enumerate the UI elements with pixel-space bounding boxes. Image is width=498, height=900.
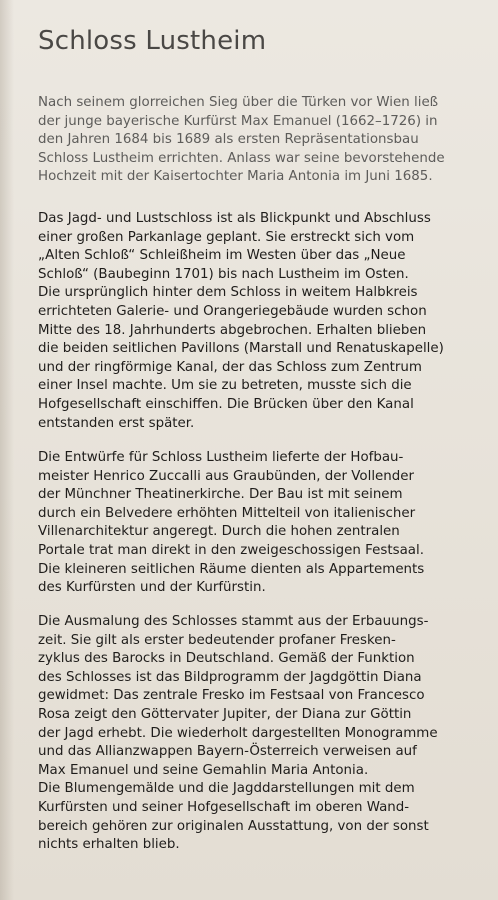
text-line: Kurfürsten und seiner Hofgesellschaft im oberen Wand- bbox=[38, 799, 410, 815]
text-line: Das Jagd- und Lustschloss ist als Blickpunkt und Abschluss bbox=[38, 211, 431, 226]
text-line: des Kurfürsten und der Kurfürstin. bbox=[38, 580, 266, 596]
page-title: Schloss Lustheim bbox=[38, 26, 267, 56]
paragraph-park-layout bbox=[38, 210, 478, 433]
text-line: Die Entwürfe für Schloss Lustheim lieferte der Hofbau- bbox=[38, 450, 404, 465]
text-line: gewidmet: Das zentrale Fresko im Festsaal von Francesco bbox=[38, 688, 425, 704]
text-line: Schloß“ (Baubeginn 1701) bis nach Lustheim im Osten. bbox=[38, 266, 409, 282]
text-line: und der ringförmige Kanal, der das Schloss zum Zentrum bbox=[38, 359, 422, 375]
text-line: meister Henrico Zuccalli aus Graubünden, der Vollender bbox=[38, 468, 415, 484]
intro-line: Schloss Lustheim errichten. Anlass war seine bevorstehende bbox=[38, 150, 445, 166]
text-line: die beiden seitlichen Pavillons (Marstall und Renatuskapelle) bbox=[38, 341, 444, 357]
text-line: durch ein Belvedere erhöhten Mittelteil von italienischer bbox=[38, 505, 416, 521]
text-line: des Schlosses ist das Bildprogramm der Jagdgöttin Diana bbox=[38, 669, 422, 685]
text-line: errichteten Galerie- und Orangeriegebäude wurden schon bbox=[38, 303, 427, 319]
text-line: zyklus des Barocks in Deutschland. Gemäß der Funktion bbox=[38, 651, 415, 667]
text-line: Mitte des 18. Jahrhunderts abgebrochen. Erhalten blieben bbox=[38, 322, 427, 338]
paragraph-frescoes bbox=[38, 613, 478, 855]
text-line: Villenarchitektur angeregt. Durch die hohen zentralen bbox=[38, 524, 400, 540]
text-line: und das Allianzwappen Bayern-Österreich verweisen auf bbox=[38, 744, 417, 760]
text-line: einer Insel machte. Um sie zu betreten, musste sich die bbox=[38, 378, 412, 394]
intro-line: Hochzeit mit der Kaisertochter Maria Antonia im Juni 1685. bbox=[38, 169, 433, 185]
text-line: der Jagd erhebt. Die wiederholt dargestellten Monogramme bbox=[38, 725, 438, 741]
text-line: Hofgesellschaft einschiffen. Die Brücken über den Kanal bbox=[38, 396, 414, 412]
text-line: zeit. Sie gilt als erster bedeutender profaner Fresken- bbox=[38, 632, 396, 648]
text-line: Die ursprünglich hinter dem Schloss in weitem Halbkreis bbox=[38, 285, 418, 301]
text-line: einer großen Parkanlage geplant. Sie erstreckt sich vom bbox=[38, 229, 415, 245]
panel-edge-shadow bbox=[0, 0, 14, 900]
intro-line: Nach seinem glorreichen Sieg über die Türken vor Wien ließ bbox=[38, 95, 439, 110]
paragraph-architecture bbox=[38, 449, 478, 598]
text-line: nichts erhalten blieb. bbox=[38, 837, 180, 853]
intro-line: den Jahren 1684 bis 1689 als ersten Repräsentationsbau bbox=[38, 132, 419, 148]
text-line: Die kleineren seitlichen Räume dienten als Appartements bbox=[38, 561, 425, 577]
text-line: bereich gehören zur originalen Ausstattung, von der sonst bbox=[38, 818, 429, 834]
text-line: Rosa zeigt den Göttervater Jupiter, der Diana zur Göttin bbox=[38, 706, 412, 722]
intro-paragraph bbox=[38, 94, 478, 187]
text-line: entstanden erst später. bbox=[38, 415, 195, 431]
text-line: Max Emanuel und seine Gemahlin Maria Antonia. bbox=[38, 762, 369, 778]
text-line: Die Blumengemälde und die Jagddarstellungen mit dem bbox=[38, 781, 415, 797]
text-line: Die Ausmalung des Schlosses stammt aus der Erbauungs- bbox=[38, 614, 429, 629]
text-line: „Alten Schloß“ Schleißheim im Westen über das „Neue bbox=[38, 248, 406, 264]
text-line: der Münchner Theatinerkirche. Der Bau ist mit seinem bbox=[38, 487, 403, 503]
text-line: Portale trat man direkt in den zweigeschossigen Festsaal. bbox=[38, 542, 424, 558]
intro-line: der junge bayerische Kurfürst Max Emanuel (1662–1726) in bbox=[38, 113, 438, 129]
